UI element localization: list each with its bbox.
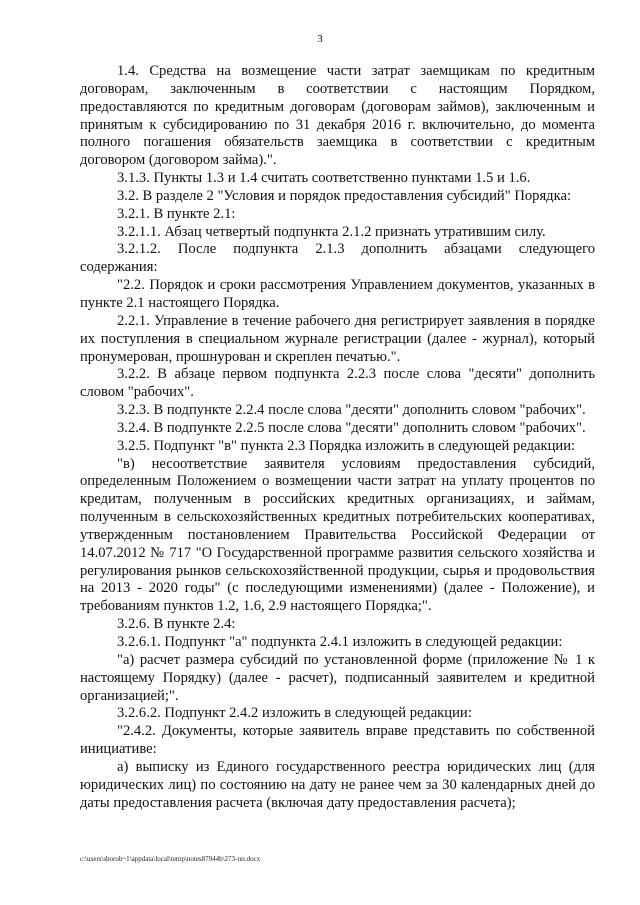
paragraph: 3.1.3. Пункты 1.3 и 1.4 считать соответственно пунктами 1.5 и 1.6. — [117, 170, 531, 187]
paragraph: 3.2.6.2. Подпункт 2.4.2 изложить в следующей редакции: — [117, 705, 472, 722]
paragraph: "2.2. Порядок и сроки рассмотрения Управлением документов, указанных в пункте 2.1 настоящего Порядка. — [80, 277, 595, 311]
document-body — [80, 63, 595, 812]
paragraph: "в) несоответствие заявителя условиям предоставления субсидий, определенным Положением о возмещении части затрат на уплату процентов по кредитам, полученным в российских кредитных организациях, и займам, полученным в сельскохозяйственных кредитных потребительских кооперативах, утвержденным постановлением Правительства Российской Федерации от 14.07.2012 № 717 "О Государственной программе развития сельского хозяйства и регулирования рынков сельскохозяйственной продукции, сырья и продовольствия на 2013 - 2020 годы" (с последующими изменениями) (далее - Положение), и требованиям пунктов 1.2, 1.6, 2.9 настоящего Порядка;". — [80, 455, 595, 615]
paragraph: "2.4.2. Документы, которые заявитель вправе представить по собственной инициативе: — [80, 723, 595, 758]
paragraph: 3.2.5. Подпункт "в" пункта 2.3 Порядка изложить в следующей редакции: — [117, 437, 576, 454]
paragraph: 2.2.1. Управление в течение рабочего дня регистрирует заявления в порядке их поступления в специальном журнале регистрации (далее - журнал), который пронумерован, прошнурован и скреплен печатью.". — [80, 312, 595, 365]
paragraph: "а) расчет размера субсидий по установленной форме (приложение № 1 к настоящему Порядку) (далее - расчет), подписанный заявителем и кредитной организацией;". — [80, 651, 595, 704]
paragraph: 3.2.4. В подпункте 2.2.5 после слова "десяти" дополнить словом "рабочих". — [117, 419, 586, 436]
footer-file-path: c:\users\sborob~1\appdata\local\temp\notes87944b\273-пп.docx — [80, 855, 261, 863]
paragraph: 3.2.1.1. Абзац четвертый подпункта 2.1.2 признать утратившим силу. — [117, 223, 546, 240]
page-number: 3 — [317, 33, 323, 45]
paragraph: 1.4. Средства на возмещение части затрат заемщикам по кредитным договорам, заключенным в соответствии с настоящим Порядком, предоставляются по кредитным договорам (договорам займов), заключенным и принятым к субсидированию по 31 декабря 2016 г. включительно, до момента полного погашения обязательств заемщика в соответствии с кредитным договором (договором займа).". — [80, 63, 595, 169]
paragraph: 3.2. В разделе 2 "Условия и порядок предоставления субсидий" Порядка: — [117, 187, 571, 204]
paragraph: 3.2.1.2. После подпункта 2.1.3 дополнить абзацами следующего содержания: — [80, 241, 595, 276]
paragraph: 3.2.6.1. Подпункт "а" подпункта 2.4.1 изложить в следующей редакции: — [117, 634, 563, 650]
paragraph: 3.2.3. В подпункте 2.2.4 после слова "десяти" дополнить словом "рабочих". — [117, 402, 586, 419]
paragraph: 3.2.6. В пункте 2.4: — [117, 616, 236, 633]
paragraph: 3.2.2. В абзаце первом подпункта 2.2.3 после слова "десяти" дополнить словом "рабочих". — [80, 366, 595, 401]
paragraph: а) выписку из Единого государственного реестра юридических лиц (для юридических лиц) по состоянию на дату не ранее чем за 30 календарных дней до даты предоставления расчета (включая дату предоставления расчета); — [80, 758, 595, 811]
paragraph: 3.2.1. В пункте 2.1: — [117, 205, 236, 222]
